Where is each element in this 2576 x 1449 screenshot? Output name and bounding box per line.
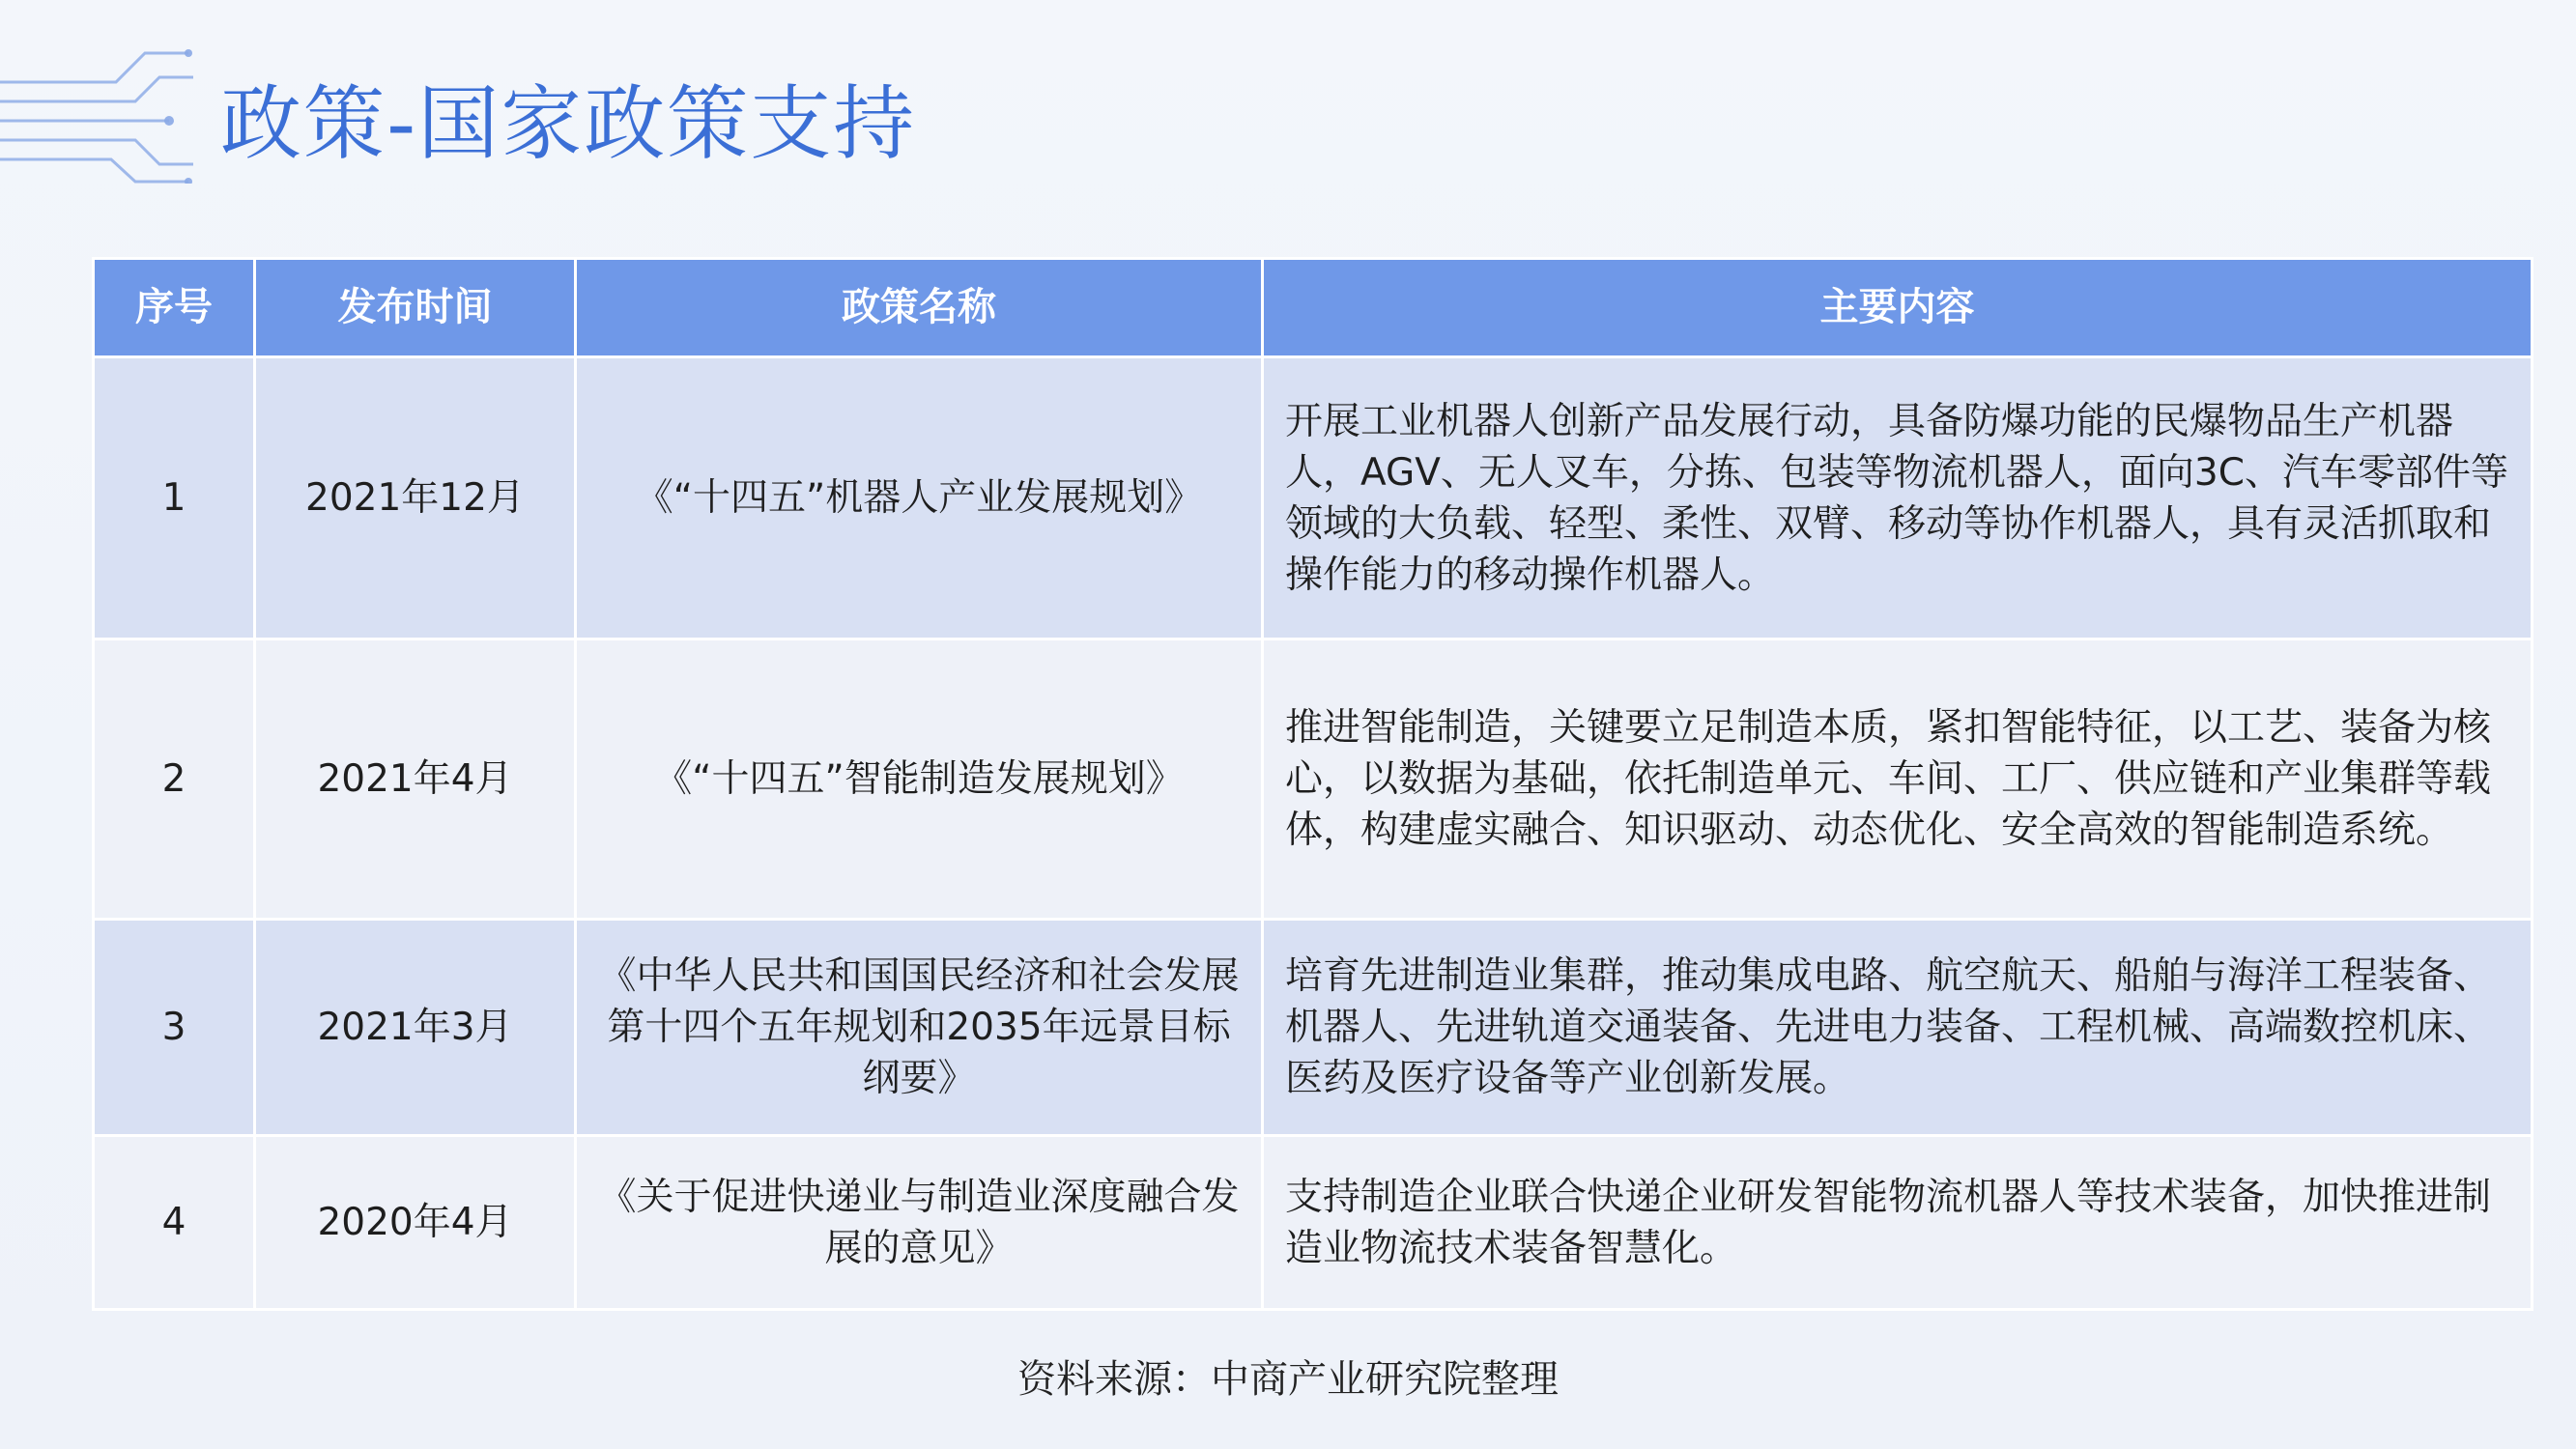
table-row [94, 357, 2533, 639]
cell-policy-name: 《中华人民共和国国民经济和社会发展第十四个五年规划和2035年远景目标纲要》 [576, 920, 1263, 1136]
table-row [94, 639, 2533, 920]
header-policy-name: 政策名称 [576, 259, 1263, 357]
cell-date: 2021年4月 [255, 639, 576, 920]
cell-no: 1 [94, 357, 255, 639]
cell-policy-name: 《关于促进快递业与制造业深度融合发展的意见》 [576, 1136, 1263, 1310]
cell-content: 推进智能制造，关键要立足制造本质，紧扣智能特征，以工艺、装备为核心，以数据为基础，依托制造单元、车间、工厂、供应链和产业集群等载体，构建虚实融合、知识驱动、动态优化、安全高效的智能制造系统。 [1263, 639, 2533, 920]
cell-policy-name: 《“十四五”智能制造发展规划》 [576, 639, 1263, 920]
cell-date: 2021年12月 [255, 357, 576, 639]
cell-no: 2 [94, 639, 255, 920]
cell-date: 2021年3月 [255, 920, 576, 1136]
page-title: 政策-国家政策支持 [220, 76, 917, 171]
cell-date: 2020年4月 [255, 1136, 576, 1310]
table-row [94, 1136, 2533, 1310]
table-header-row [94, 259, 2533, 357]
cell-content: 开展工业机器人创新产品发展行动，具备防爆功能的民爆物品生产机器人，AGV、无人叉车，分拣、包装等物流机器人，面向3C、汽车零部件等领域的大负载、轻型、柔性、双臂、移动等协作机器人，具有灵活抓取和操作能力的移动操作机器人。 [1263, 357, 2533, 639]
cell-no: 3 [94, 920, 255, 1136]
source-note: 资料来源：中商产业研究院整理 [1017, 1357, 1559, 1402]
cell-policy-name: 《“十四五”机器人产业发展规划》 [576, 357, 1263, 639]
circuit-lines-icon [0, 39, 193, 184]
cell-no: 4 [94, 1136, 255, 1310]
cell-content: 培育先进制造业集群，推动集成电路、航空航天、船舶与海洋工程装备、机器人、先进轨道交通装备、先进电力装备、工程机械、高端数控机床、医药及医疗设备等产业创新发展。 [1263, 920, 2533, 1136]
policy-table [92, 257, 2533, 1311]
header-date: 发布时间 [255, 259, 576, 357]
table-row [94, 920, 2533, 1136]
cell-content: 支持制造企业联合快递企业研发智能物流机器人等技术装备，加快推进制造业物流技术装备智慧化。 [1263, 1136, 2533, 1310]
header-no: 序号 [94, 259, 255, 357]
header-content: 主要内容 [1263, 259, 2533, 357]
